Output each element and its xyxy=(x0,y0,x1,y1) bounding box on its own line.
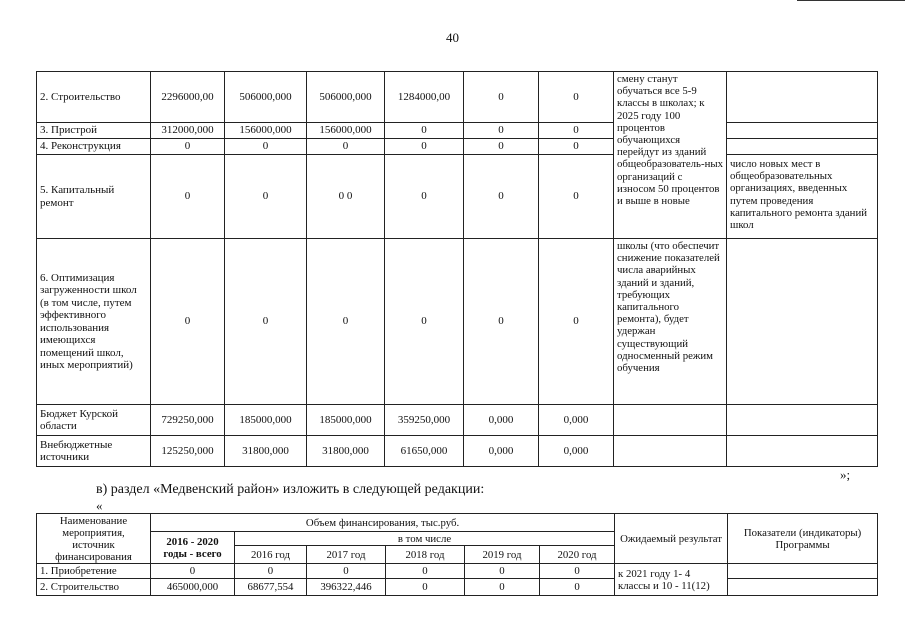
cell-2016: 31800,000 xyxy=(225,436,307,467)
cell-2016: 0 xyxy=(225,239,307,405)
financing-table-continued xyxy=(36,71,878,467)
page-number: 40 xyxy=(446,30,459,45)
opening-quote: « xyxy=(96,498,103,513)
cell-2016: 0 xyxy=(225,155,307,239)
table-row xyxy=(37,155,878,239)
cell-2018: 0 xyxy=(386,579,465,596)
cell-2020: 0,000 xyxy=(539,405,614,436)
table-row xyxy=(37,239,878,405)
cell-total: 2296000,00 xyxy=(151,72,225,123)
cell-2017: 0 xyxy=(307,239,385,405)
table-row xyxy=(37,579,878,596)
cell-2016: 0 xyxy=(225,139,307,155)
cell-2016: 156000,000 xyxy=(225,123,307,139)
cell-total: 465000,000 xyxy=(151,579,235,596)
cell-total: 0 xyxy=(151,564,235,579)
cell-2020: 0 xyxy=(539,155,614,239)
indicator-empty xyxy=(727,123,878,139)
table-row xyxy=(37,405,878,436)
expected-result-a: смену станут обучаться все 5-9 классы в школах; к 2025 году 100 процентов обучающихся перейдут из зданий общеобразователь-ных организаций с износом 50 процентов и выше в новые xyxy=(614,72,727,239)
indicator-empty xyxy=(728,579,878,596)
cell-2017: 156000,000 xyxy=(307,123,385,139)
table-row xyxy=(37,139,878,155)
cell-2019: 0,000 xyxy=(464,405,539,436)
header-year-2018: 2018 год xyxy=(386,546,465,564)
cell-2020: 0 xyxy=(539,72,614,123)
table-row xyxy=(37,72,878,123)
cell-2016: 185000,000 xyxy=(225,405,307,436)
cell-2018: 0 xyxy=(385,123,464,139)
cell-total: 0 xyxy=(151,139,225,155)
indicator-text: число новых мест в общеобразовательных организациях, введенных путем проведения капитального ремонта зданий школ xyxy=(727,155,878,239)
cell-2018: 0 xyxy=(386,564,465,579)
header-year-2019: 2019 год xyxy=(465,546,540,564)
row-label: Бюджет Курской области xyxy=(37,405,151,436)
cell-2019: 0 xyxy=(464,123,539,139)
expected-result: к 2021 году 1- 4 классы и 10 - 11(12) xyxy=(615,564,728,596)
indicator-empty xyxy=(727,239,878,405)
cell-total: 312000,000 xyxy=(151,123,225,139)
row-label: Внебюджетные источники xyxy=(37,436,151,467)
cell-2017: 185000,000 xyxy=(307,405,385,436)
header-total: 2016 - 2020 годы - всего xyxy=(151,532,235,564)
cell-2019: 0 xyxy=(464,239,539,405)
row-label: 6. Оптимизация загруженности школ (в том числе, путем эффективного использования имеющихся помещений школ, иных мероприятий) xyxy=(37,239,151,405)
header-year-2017: 2017 год xyxy=(307,546,386,564)
closing-quote: »; xyxy=(840,467,851,482)
cell-2019: 0 xyxy=(465,564,540,579)
financing-table-medvensky xyxy=(36,513,878,596)
row-label: 1. Приобретение xyxy=(37,564,151,579)
cell-2017: 396322,446 xyxy=(307,579,386,596)
indicator-empty xyxy=(728,564,878,579)
expected-result-b: школы (что обеспечит снижение показателей числа аварийных зданий и зданий, требующих капитального ремонта), будет удержан существующий односменный режим обучения xyxy=(614,239,727,405)
header-name: Наименование мероприятия, источник финансирования xyxy=(37,514,151,564)
cell-2018: 0 xyxy=(385,139,464,155)
cell-total: 729250,000 xyxy=(151,405,225,436)
header-funding: Объем финансирования, тыс.руб. xyxy=(151,514,615,532)
cell-2017: 0 xyxy=(307,564,386,579)
cell-2019: 0 xyxy=(464,155,539,239)
row-label: 4. Реконструкция xyxy=(37,139,151,155)
cell-total: 0 xyxy=(151,155,225,239)
header-row xyxy=(37,514,878,532)
cell-2020: 0 xyxy=(540,564,615,579)
cell-2019: 0 xyxy=(464,72,539,123)
expected-empty xyxy=(614,436,727,467)
indicator-empty xyxy=(727,139,878,155)
section-heading: в) раздел «Медвенский район» изложить в следующей редакции: xyxy=(96,482,485,497)
cell-2016: 0 xyxy=(235,564,307,579)
row-label: 2. Строительство xyxy=(37,72,151,123)
header-year-2016: 2016 год xyxy=(235,546,307,564)
top-rule xyxy=(797,0,905,1)
cell-2016: 506000,000 xyxy=(225,72,307,123)
cell-2020: 0 xyxy=(539,239,614,405)
cell-2018: 1284000,00 xyxy=(385,72,464,123)
indicator-empty xyxy=(727,405,878,436)
cell-2016: 68677,554 xyxy=(235,579,307,596)
cell-2018: 0 xyxy=(385,155,464,239)
cell-2017: 506000,000 xyxy=(307,72,385,123)
cell-2017: 0 xyxy=(307,139,385,155)
row-label: 5. Капитальный ремонт xyxy=(37,155,151,239)
table-row xyxy=(37,123,878,139)
indicator-empty xyxy=(727,72,878,123)
cell-total: 0 xyxy=(151,239,225,405)
cell-2020: 0 xyxy=(539,123,614,139)
header-year-2020: 2020 год xyxy=(540,546,615,564)
cell-2018: 61650,000 xyxy=(385,436,464,467)
cell-2019: 0,000 xyxy=(464,436,539,467)
header-expected: Ожидаемый результат xyxy=(615,514,728,564)
header-including: в том числе xyxy=(235,532,615,546)
row-label: 2. Строительство xyxy=(37,579,151,596)
cell-2020: 0,000 xyxy=(539,436,614,467)
cell-2018: 359250,000 xyxy=(385,405,464,436)
cell-2020: 0 xyxy=(540,579,615,596)
cell-2020: 0 xyxy=(539,139,614,155)
table-row xyxy=(37,564,878,579)
cell-total: 125250,000 xyxy=(151,436,225,467)
header-indicators: Показатели (индикаторы) Программы xyxy=(728,514,878,564)
cell-2017: 0 0 xyxy=(307,155,385,239)
cell-2018: 0 xyxy=(385,239,464,405)
cell-2017: 31800,000 xyxy=(307,436,385,467)
cell-2019: 0 xyxy=(465,579,540,596)
expected-empty xyxy=(614,405,727,436)
row-label: 3. Пристрой xyxy=(37,123,151,139)
cell-2019: 0 xyxy=(464,139,539,155)
indicator-empty xyxy=(727,436,878,467)
table-row xyxy=(37,436,878,467)
